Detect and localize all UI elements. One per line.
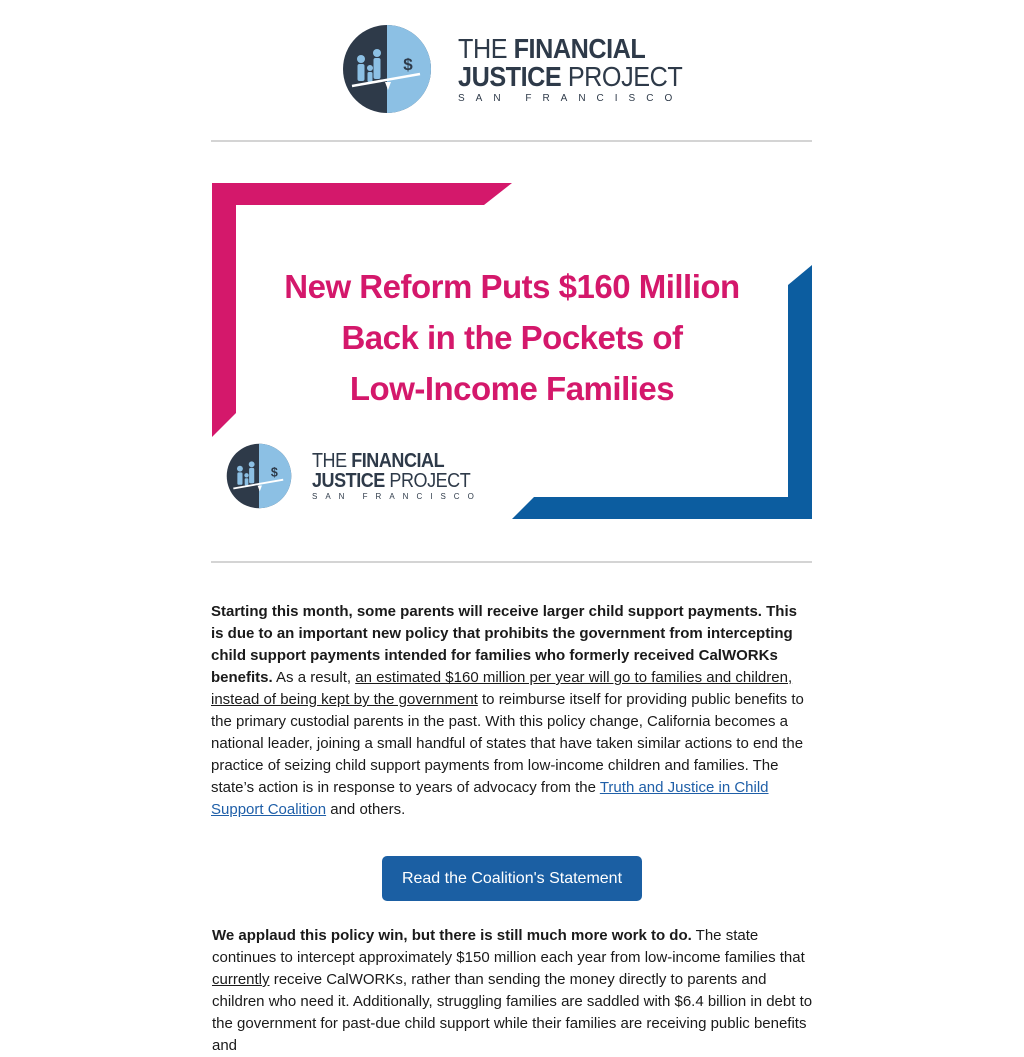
divider-bottom <box>211 561 812 563</box>
banner-logo <box>226 443 488 509</box>
logo-word-financial: FINANCIAL <box>513 32 646 64</box>
banner-headline <box>252 261 772 414</box>
followup-text-b: receive CalWORKs, rather than sending the money directly to parents and children who need it. Additionally, struggling families are saddled with $6.4 billion in debt to the government for past-due child support while their families are receiving public benefits and <box>212 971 813 1054</box>
logo-word-justice: JUSTICE <box>458 60 562 92</box>
intro-lead-bold: Starting this month, some parents will receive larger child support payments. This is due to an important new policy that prohibits the government from intercepting child support payments intended for families who formerly received CalWORKs benefits. <box>211 603 797 686</box>
followup-text-a: The state continues to intercept approximately $150 million each year from low-income families that <box>212 927 805 966</box>
banner-logo-word-project: PROJECT <box>384 470 471 492</box>
banner-logo-word-the: THE <box>312 450 352 472</box>
banner-headline-line2: Back in the Pockets of <box>341 319 683 356</box>
intro-paragraph <box>211 601 813 821</box>
intro-underlined-claim: an estimated $160 million per year will go to families and children, instead of being kept by the government <box>211 669 793 708</box>
header-logo[interactable] <box>342 24 682 114</box>
banner-headline-line1: New Reform Puts $160 Million <box>284 268 740 305</box>
banner-logo-word-financial: FINANCIAL <box>351 450 445 472</box>
divider-top <box>211 140 812 142</box>
followup-paragraph <box>212 925 814 1057</box>
logo-location: SAN FRANCISCO <box>458 92 684 104</box>
intro-text-a: As a result, <box>272 669 356 686</box>
intro-text-c: and others. <box>326 801 406 818</box>
banner-dollar-sign: $ <box>270 465 278 480</box>
logo-word-the: THE <box>458 32 514 64</box>
banner-logo-wordmark <box>312 451 488 501</box>
dollar-sign: $ <box>403 55 413 74</box>
logo-wordmark <box>458 32 707 104</box>
banner-logo-word-justice: JUSTICE <box>312 470 385 492</box>
hero-banner <box>212 181 812 521</box>
read-statement-button[interactable]: Read the Coalition's Statement <box>382 856 642 901</box>
banner-headline-line3: Low-Income Families <box>349 370 675 407</box>
coalition-link[interactable]: Truth and Justice in Child Support Coalition <box>211 779 769 818</box>
intro-text-b: to reimburse itself for providing public benefits to the primary custodial parents in the past. With this policy change, California becomes a national leader, joining a small handful of states that have taken similar actions to end the practice of seizing child support payments from low-income children and families. The state’s action is in response to years of advocacy from the <box>211 691 804 796</box>
banner-logo-emblem-icon <box>226 443 292 509</box>
followup-underlined-word: currently <box>212 971 270 988</box>
logo-word-project: PROJECT <box>561 60 683 92</box>
banner-logo-location: SAN FRANCISCO <box>312 492 482 501</box>
logo-emblem-icon <box>342 24 432 114</box>
followup-lead-bold: We applaud this policy win, but there is still much more work to do. <box>212 927 692 944</box>
